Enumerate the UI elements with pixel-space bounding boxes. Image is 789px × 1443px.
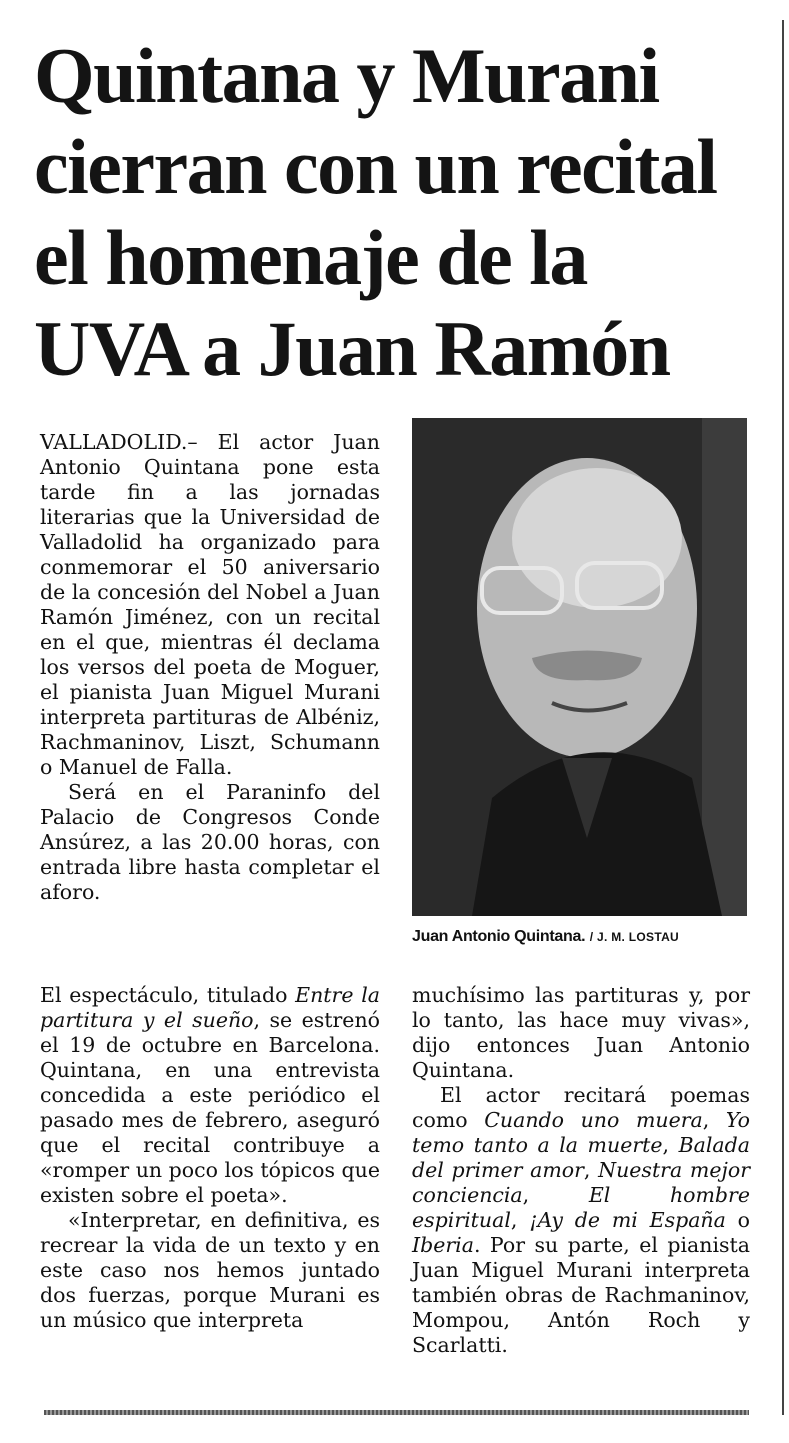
poem-title-7: Iberia xyxy=(412,1233,474,1257)
paragraph-3 xyxy=(40,983,380,1208)
poem-title-2: Yo temo tanto a la muerte xyxy=(412,1108,750,1157)
headline-line-2: cierran con un recital xyxy=(34,123,717,210)
paragraph-5: muchísimo las partituras y, por lo tanto, las hace muy vivas», dijo entonces Juan Antonio Quintana. xyxy=(412,983,750,1082)
p6-text-b: . Por su parte, el pianista Juan Miguel Murani interpreta también obras de Rachmaninov, Mompou, Antón Roch y Scarlatti. xyxy=(412,1233,750,1357)
p6-sep-2: , xyxy=(662,1133,679,1157)
p6-sep-4: , xyxy=(522,1183,589,1207)
bottom-rule xyxy=(44,1410,749,1415)
p6-sep-5: , xyxy=(510,1208,530,1232)
p6-text-a: El actor recitará poemas como xyxy=(412,1083,750,1132)
caption-name: Juan Antonio Quintana. xyxy=(412,928,586,945)
poem-title-5: El hombre espiritual xyxy=(412,1183,750,1232)
poem-title-4: Nuestra mejor conciencia xyxy=(412,1158,750,1207)
p6-sep-1: , xyxy=(702,1108,726,1132)
portrait-illustration xyxy=(412,418,747,916)
p6-sep-3: , xyxy=(583,1158,599,1182)
article-column-1 xyxy=(40,430,380,905)
paragraph-6 xyxy=(412,1083,750,1358)
photo-caption xyxy=(412,928,762,946)
headline xyxy=(34,30,764,394)
headline-line-3: el homenaje de la xyxy=(34,214,587,301)
paragraph-4: «Interpretar, en definitiva, es recrear la vida de un texto y en este caso nos hemos juntado dos fuerzas, porque Murani es un músico que interpreta xyxy=(40,1208,380,1332)
poem-title-3: Balada del primer amor xyxy=(412,1133,750,1182)
headline-line-4: UVA a Juan Ramón xyxy=(34,305,670,392)
p3-text-b: , se estrenó el 19 de octubre en Barcelona. Quintana, en una entrevista concedida a este periódico el pasado mes de febrero, aseguró que el recital contribuye a «romper un poco los tópicos que existen sobre el poeta». xyxy=(40,1008,380,1207)
poem-title-1: Cuando uno muera xyxy=(484,1108,703,1132)
p3-text-a: El espectáculo, titulado xyxy=(40,983,296,1007)
column-rule xyxy=(782,20,784,1415)
article-column-2 xyxy=(412,983,750,1358)
caption-credit: / J. M. LOSTAU xyxy=(589,930,680,944)
paragraph-2: Será en el Paraninfo del Palacio de Congresos Conde Ansúrez, a las 20.00 horas, con entrada libre hasta completar el aforo. xyxy=(40,780,380,904)
p6-sep-6: o xyxy=(725,1208,750,1232)
paragraph-1: VALLADOLID.– El actor Juan Antonio Quintana pone esta tarde fin a las jornadas literarias que la Universidad de Valladolid ha organizado para conmemorar el 50 aniversario de la concesión del Nobel a Juan Ramón Jiménez, con un recital en el que, mientras él declama los versos del poeta de Moguer, el pianista Juan Miguel Murani interpreta partituras de Albéniz, Rachmaninov, Liszt, Schumann o Manuel de Falla. xyxy=(40,430,380,779)
poem-title-6: ¡Ay de mi España xyxy=(529,1208,726,1232)
article-column-1-lower xyxy=(40,983,380,1333)
portrait-photo xyxy=(412,418,747,916)
show-title: Entre la partitura y el sueño xyxy=(40,983,380,1032)
headline-line-1: Quintana y Murani xyxy=(34,32,659,119)
